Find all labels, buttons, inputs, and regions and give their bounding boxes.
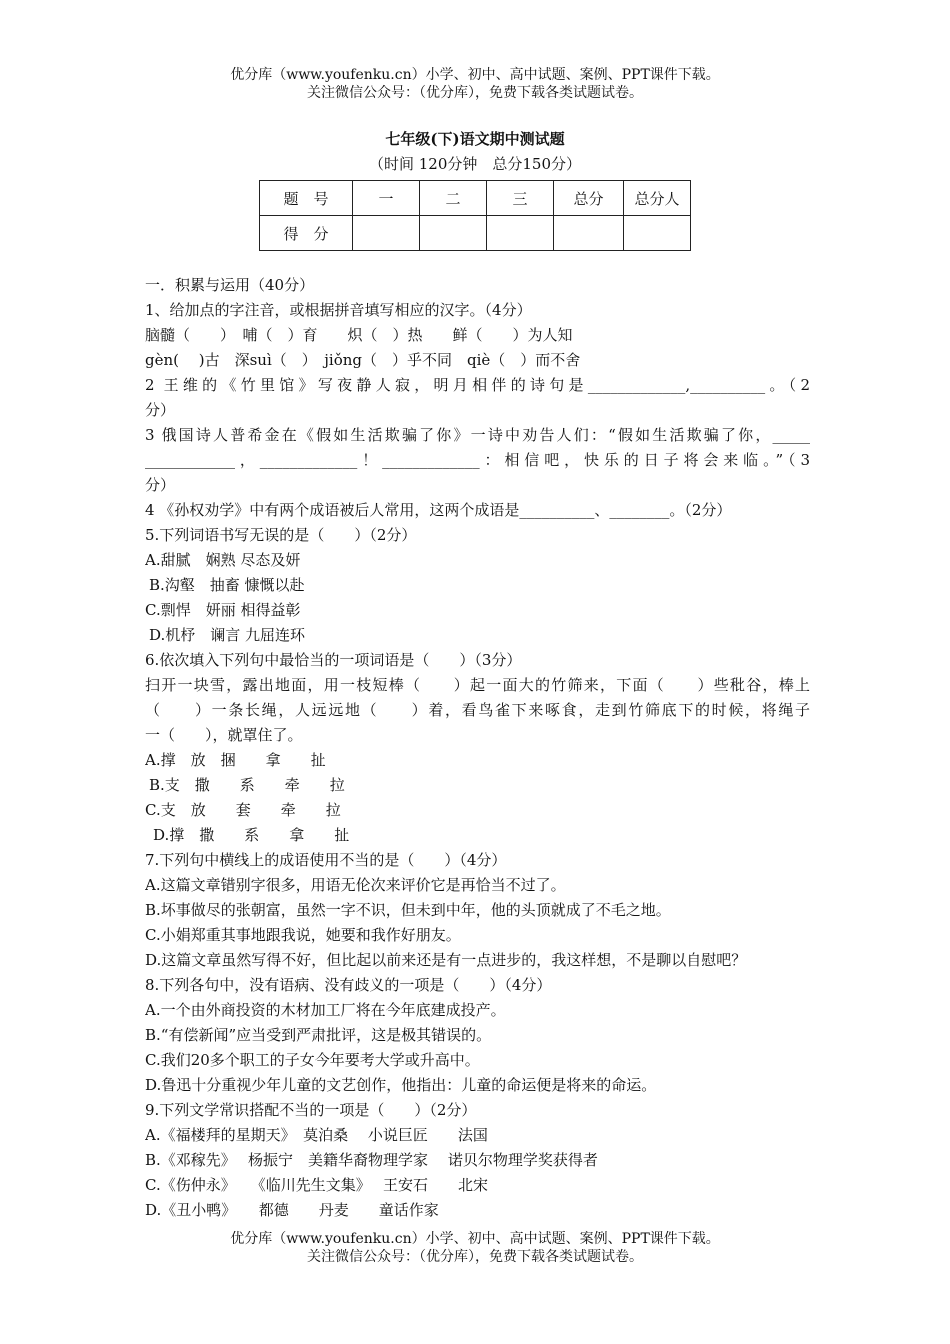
score-table-row-label: 得 分 <box>260 216 353 251</box>
question-6-text-1: 扫开一块雪，露出地面，用一枝短棒（ ）起一面大的竹筛来，下面（ ）些秕谷，棒上 <box>145 676 810 694</box>
score-cell[interactable] <box>487 216 554 251</box>
question-5-option-b: B.沟壑 抽畜 慷慨以赴 <box>149 576 305 594</box>
question-3: 3 俄国诗人普希金在《假如生活欺骗了你》一诗中劝告人们：“假如生活欺骗了你，_____ <box>145 426 810 444</box>
score-table-header-cell: 总分人 <box>624 181 691 216</box>
footer-line-1: 优分库（www.youfenku.cn）小学、初中、高中试题、案例、PPT课件下载。 <box>230 1231 720 1247</box>
question-6-text-2: （ ）一条长绳，人远远地（ ）着，看鸟雀下来啄食，走到竹筛底下的时候，将绳子 <box>145 701 810 719</box>
question-8-option-d: D.鲁迅十分重视少年儿童的文艺创作，他指出：儿童的命运便是将来的命运。 <box>145 1076 657 1094</box>
question-5-option-c: C.剽悍 妍丽 相得益彰 <box>145 601 301 619</box>
question-8-option-b: B.“有偿新闻”应当受到严肃批评，这是极其错误的。 <box>145 1026 492 1044</box>
question-8-option-c: C.我们20多个职工的子女今年要考大学或升高中。 <box>145 1051 480 1069</box>
document-title: 七年级(下)语文期中测试题 <box>385 130 565 148</box>
question-9: 9.下列文学常识搭配不当的一项是（ ）（2分） <box>145 1101 477 1119</box>
question-2-cont: 分） <box>145 401 176 419</box>
question-6-option-d: D.撑 撒 系 拿 扯 <box>153 826 350 844</box>
question-5-option-d: D.机杼 谰言 九屈连环 <box>149 626 306 644</box>
question-9-option-d: D.《丑小鸭》 都德 丹麦 童话作家 <box>145 1201 439 1219</box>
score-table-header-row <box>260 181 691 216</box>
question-3-end: 分） <box>145 476 176 494</box>
question-7-option-a: A.这篇文章错别字很多，用语无伦次来评价它是再恰当不过了。 <box>145 876 566 894</box>
score-table <box>259 180 691 251</box>
header-line-2: 关注微信公众号：（优分库），免费下载各类试题试卷。 <box>307 85 643 101</box>
question-6-option-a: A.撑 放 捆 拿 扯 <box>145 751 326 769</box>
question-9-option-a: A.《福楼拜的星期天》 莫泊桑 小说巨匠 法国 <box>145 1126 488 1144</box>
score-table-header-cell: 三 <box>487 181 554 216</box>
question-2: 2 王维的《竹里馆》写夜静人寂，明月相伴的诗句是_____________,__________。（2 <box>145 376 810 394</box>
score-table-header-cell: 总分 <box>554 181 624 216</box>
question-1: 1、给加点的字注音，或根据拼音填写相应的汉字。（4分） <box>145 301 532 319</box>
score-cell[interactable] <box>554 216 624 251</box>
question-9-option-b: B.《邓稼先》 杨振宁 美籍华裔物理学家 诺贝尔物理学奖获得者 <box>145 1151 598 1169</box>
score-table-score-row <box>260 216 691 251</box>
question-1-items-a: 脑髓（ ） 哺（ ）育 炽（ ）热 鲜（ ）为人知 <box>145 326 573 344</box>
question-3-cont: ____________，_____________！_____________：相信吧，快乐的日子将会来临。”（3 <box>145 451 810 469</box>
document-subtitle: （时间 120分钟 总分150分） <box>368 155 582 173</box>
score-table-header-cell: 题 号 <box>260 181 353 216</box>
header-line-1: 优分库（www.youfenku.cn）小学、初中、高中试题、案例、PPT课件下载。 <box>230 67 720 83</box>
question-6-option-c: C.支 放 套 牵 拉 <box>145 801 341 819</box>
question-8-option-a: A.一个由外商投资的木材加工厂将在今年底建成投产。 <box>145 1001 506 1019</box>
score-table-header-cell: 一 <box>353 181 420 216</box>
question-7: 7.下列句中横线上的成语使用不当的是（ ）（4分） <box>145 851 507 869</box>
question-1-items-b: gèn( )古 深suì（ ） jiǒng（ ）乎不同 qiè（ ）而不舍 <box>145 351 581 369</box>
score-cell[interactable] <box>420 216 487 251</box>
question-7-option-c: C.小娟郑重其事地跟我说，她要和我作好朋友。 <box>145 926 461 944</box>
exam-content <box>145 273 810 1223</box>
page-header <box>0 66 950 102</box>
question-6: 6.依次填入下列句中最恰当的一项词语是（ ）（3分） <box>145 651 522 669</box>
section-heading: 一．积累与运用（40分） <box>145 276 315 294</box>
question-7-option-d: D.这篇文章虽然写得不好，但比起以前来还是有一点进步的，我这样想，不是聊以自慰吧？ <box>145 951 747 969</box>
question-6-text-3: 一（ ），就罩住了。 <box>145 726 303 744</box>
question-8: 8.下列各句中，没有语病、没有歧义的一项是（ ）（4分） <box>145 976 552 994</box>
footer-line-2: 关注微信公众号：（优分库），免费下载各类试题试卷。 <box>307 1249 643 1265</box>
question-5-option-a: A.甜腻 娴熟 尽态及妍 <box>145 551 301 569</box>
page-footer <box>0 1230 950 1266</box>
score-table-header-cell: 二 <box>420 181 487 216</box>
score-cell[interactable] <box>353 216 420 251</box>
score-cell[interactable] <box>624 216 691 251</box>
question-9-option-c: C.《伤仲永》 《临川先生文集》 王安石 北宋 <box>145 1176 488 1194</box>
question-7-option-b: B.坏事做尽的张朝富，虽然一字不识，但未到中年，他的头顶就成了不毛之地。 <box>145 901 671 919</box>
question-5: 5.下列词语书写无误的是（ ）（2分） <box>145 526 417 544</box>
question-6-option-b: B.支 撒 系 牵 拉 <box>149 776 345 794</box>
question-4: 4 《孙权劝学》中有两个成语被后人常用，这两个成语是__________、________。（2分） <box>145 501 732 519</box>
